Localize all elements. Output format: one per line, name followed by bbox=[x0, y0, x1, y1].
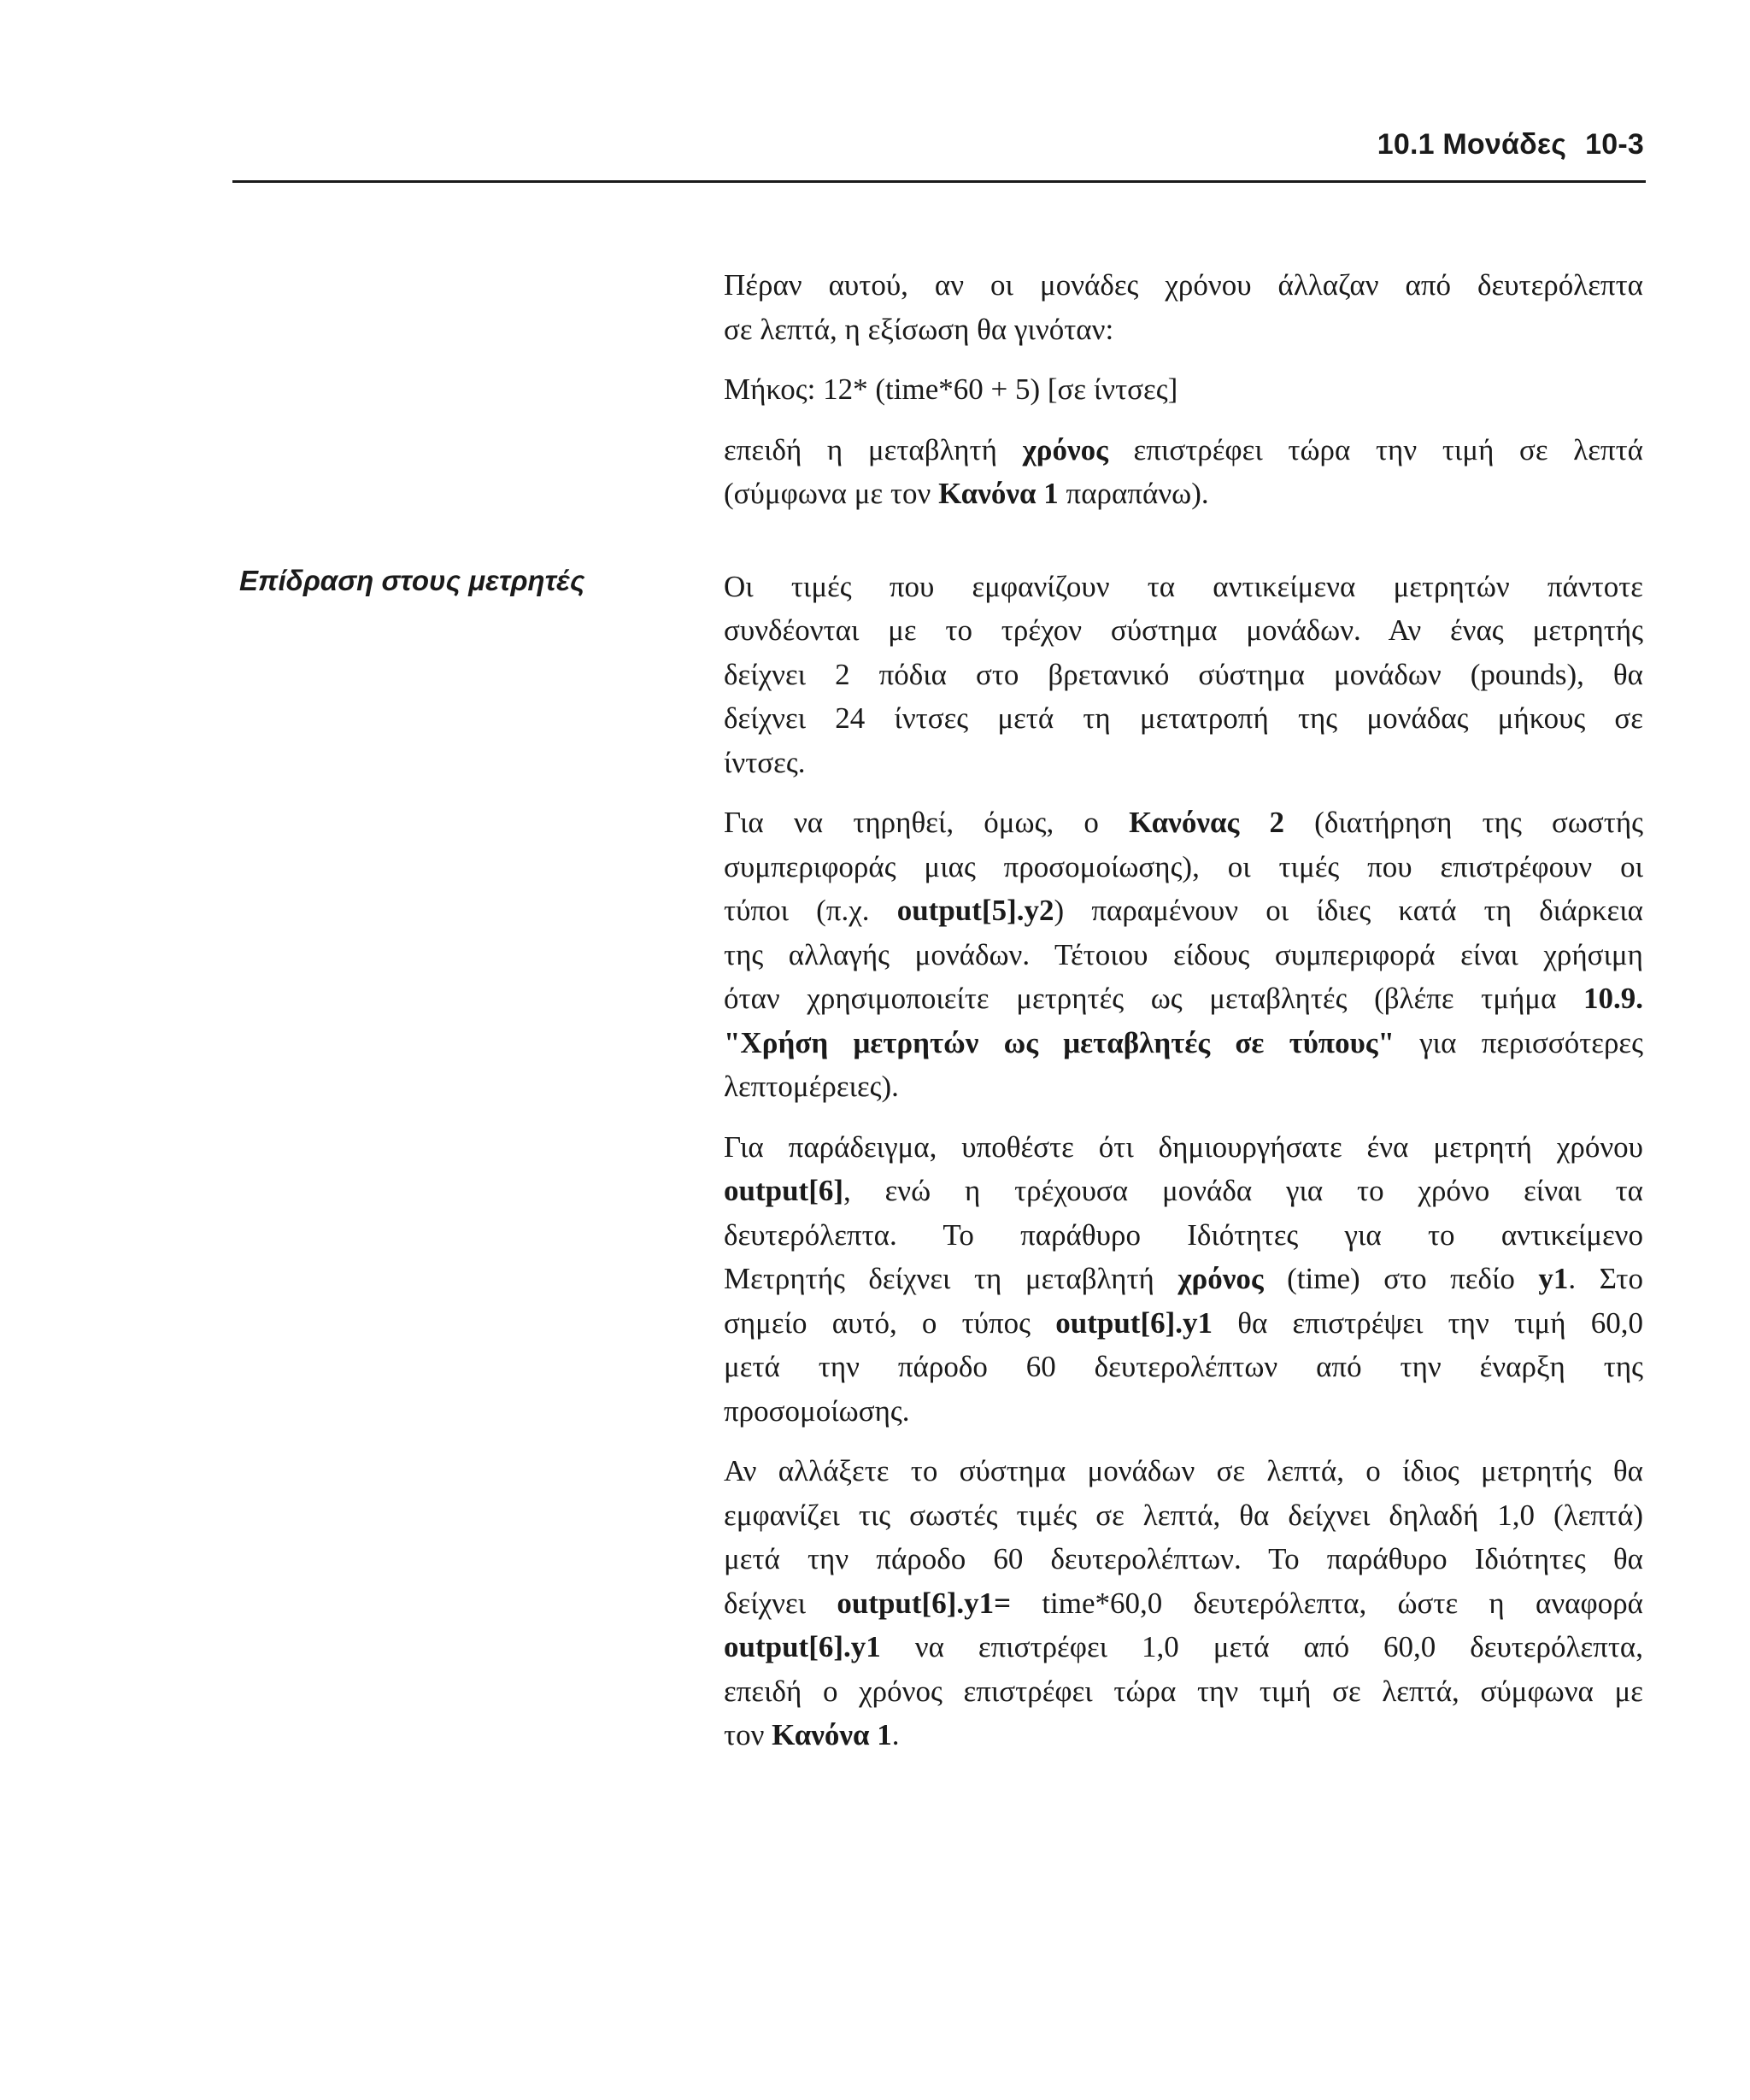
text-line bbox=[724, 1669, 1643, 1714]
body-text-column bbox=[724, 263, 1643, 1774]
text-line bbox=[724, 977, 1643, 1021]
text-run: δείχνει 24 ίντσες μετά τη μετατροπή της μονάδας μήκους σε bbox=[724, 701, 1643, 735]
text-run: Αν αλλάξετε το σύστημα μονάδων σε λεπτά, ο ίδιος μετρητής θα bbox=[724, 1454, 1643, 1487]
paragraph bbox=[724, 428, 1643, 516]
bold-term: χρόνος bbox=[1177, 1262, 1264, 1295]
text-run: ίντσες. bbox=[724, 745, 806, 779]
text-run: δευτερόλεπτα. Το παράθυρο Ιδιότητες για το αντικείμενο bbox=[724, 1217, 1643, 1252]
bold-term: output[6].y1 bbox=[724, 1630, 881, 1663]
paragraph bbox=[724, 1449, 1643, 1757]
text-run: Μήκος: 12* (time*60 + 5) [σε ίντσες] bbox=[724, 372, 1178, 406]
text-run: για περισσότερες bbox=[1394, 1025, 1643, 1059]
bold-term: output[6].y1= bbox=[837, 1586, 1012, 1620]
text-run: δείχνει 2 πόδια στο βρετανικό σύστημα μονάδων (pounds), θα bbox=[724, 657, 1643, 691]
text-line bbox=[724, 741, 1643, 785]
text-line bbox=[724, 367, 1643, 412]
text-line bbox=[724, 801, 1643, 845]
text-run: προσομοίωσης. bbox=[724, 1393, 910, 1428]
paragraph bbox=[724, 367, 1643, 412]
text-run: να επιστρέφει 1,0 μετά από 60,0 δευτερόλεπτα, bbox=[880, 1630, 1643, 1663]
text-line bbox=[724, 1449, 1643, 1493]
side-heading: Επίδραση στους μετρητές bbox=[239, 565, 585, 596]
paragraph bbox=[724, 263, 1643, 351]
bold-term: y1 bbox=[1538, 1262, 1569, 1295]
text-line bbox=[724, 1213, 1643, 1258]
paragraph bbox=[724, 801, 1643, 1109]
bold-term: output[6].y1 bbox=[1055, 1305, 1213, 1340]
section-title: 10.1 Μονάδες bbox=[1377, 128, 1567, 161]
text-line bbox=[724, 1581, 1643, 1626]
text-line bbox=[724, 845, 1643, 889]
text-line bbox=[724, 1713, 1643, 1757]
bold-term: Κανόνα 1 bbox=[772, 1718, 892, 1751]
text-run: επειδή η μεταβλητή bbox=[724, 432, 1023, 466]
text-line bbox=[724, 608, 1643, 653]
text-run: επειδή ο χρόνος επιστρέφει τώρα την τιμή σε λεπτά, σύμφωνα με bbox=[724, 1674, 1643, 1708]
text-run: μετά την πάροδο 60 δευτερολέπτων. Το παράθυρο Ιδιότητες θα bbox=[724, 1542, 1643, 1575]
bold-term: output[6] bbox=[724, 1174, 844, 1207]
header-rule bbox=[232, 180, 1646, 183]
text-line bbox=[724, 428, 1643, 472]
running-header bbox=[1377, 128, 1644, 161]
text-run: Πέραν αυτού, αν οι μονάδες χρόνου άλλαζαν από δευτερόλεπτα bbox=[724, 268, 1643, 302]
text-line bbox=[724, 889, 1643, 933]
bold-term: "Χρήση μετρητών ως μεταβλητές σε τύπους" bbox=[724, 1025, 1395, 1059]
text-run: επιστρέφει τώρα την τιμή σε λεπτά bbox=[1107, 432, 1643, 466]
bold-term: 10.9. bbox=[1583, 982, 1643, 1015]
bold-term: Κανόνα 1 bbox=[938, 477, 1059, 510]
text-run: σε λεπτά, η εξίσωση θα γινόταν: bbox=[724, 312, 1114, 346]
text-line bbox=[724, 565, 1643, 609]
text-line bbox=[724, 1301, 1643, 1346]
paragraph bbox=[724, 565, 1643, 785]
text-run: όταν χρησιμοποιείτε μετρητές ως μεταβλητές (βλέπε τμήμα bbox=[724, 982, 1583, 1015]
text-run: τον bbox=[724, 1718, 772, 1751]
text-run: εμφανίζει τις σωστές τιμές σε λεπτά, θα δείχνει δηλαδή 1,0 (λεπτά) bbox=[724, 1498, 1643, 1532]
text-run: της αλλαγής μονάδων. Τέτοιου είδους συμπεριφορά είναι χρήσιμη bbox=[724, 937, 1643, 971]
text-run: συνδέονται με το τρέχον σύστημα μονάδων. Αν ένας μετρητής bbox=[724, 613, 1643, 647]
text-line bbox=[724, 1257, 1643, 1301]
text-run: τύποι (π.χ. bbox=[724, 894, 897, 927]
text-line bbox=[724, 1625, 1643, 1669]
text-line bbox=[724, 696, 1643, 741]
text-line bbox=[724, 263, 1643, 308]
text-run: (time) στο πεδίο bbox=[1263, 1262, 1539, 1295]
text-run: Για παράδειγμα, υποθέστε ότι δημιουργήσατε ένα μετρητή χρόνου bbox=[724, 1129, 1643, 1164]
text-run: Για να τηρηθεί, όμως, ο bbox=[724, 806, 1130, 839]
text-run: . bbox=[891, 1718, 900, 1751]
bold-term: output[5].y2 bbox=[896, 894, 1054, 927]
text-line bbox=[724, 1065, 1643, 1109]
text-line bbox=[724, 1537, 1643, 1581]
text-run: παραπάνω). bbox=[1058, 477, 1209, 510]
bold-term: χρόνος bbox=[1022, 432, 1108, 466]
text-line bbox=[724, 933, 1643, 977]
text-run: (διατήρηση της σωστής bbox=[1283, 806, 1643, 839]
text-run: , ενώ η τρέχουσα μονάδα για το χρόνο είναι τα bbox=[843, 1174, 1643, 1207]
text-run: (σύμφωνα με τον bbox=[724, 477, 939, 510]
text-run: μετά την πάροδο 60 δευτερολέπτων από την έναρξη της bbox=[724, 1350, 1643, 1383]
text-line bbox=[724, 1021, 1643, 1065]
text-run: Μετρητής δείχνει τη μεταβλητή bbox=[724, 1262, 1178, 1295]
text-line bbox=[724, 653, 1643, 697]
text-line bbox=[724, 1389, 1643, 1434]
bold-term: Κανόνας 2 bbox=[1129, 806, 1284, 839]
text-run: ) παραμένουν οι ίδιες κατά τη διάρκεια bbox=[1054, 894, 1643, 927]
text-run: συμπεριφοράς μιας προσομοίωσης), οι τιμές που επιστρέφουν οι bbox=[724, 849, 1643, 883]
page-number: 10-3 bbox=[1585, 128, 1644, 161]
text-run: λεπτομέρειες). bbox=[724, 1070, 899, 1103]
text-run: θα επιστρέψει την τιμή 60,0 bbox=[1213, 1305, 1643, 1340]
text-line bbox=[724, 1493, 1643, 1538]
text-run: time*60,0 δευτερόλεπτα, ώστε η αναφορά bbox=[1011, 1586, 1643, 1620]
text-line bbox=[724, 1125, 1643, 1170]
text-run: δείχνει bbox=[724, 1586, 837, 1620]
text-line bbox=[724, 1345, 1643, 1389]
text-line bbox=[724, 472, 1643, 516]
text-run: Οι τιμές που εμφανίζουν τα αντικείμενα μετρητών πάντοτε bbox=[724, 569, 1643, 603]
text-line bbox=[724, 308, 1643, 352]
text-run: . Στο bbox=[1568, 1262, 1643, 1295]
text-line bbox=[724, 1169, 1643, 1213]
paragraph bbox=[724, 1125, 1643, 1434]
text-run: σημείο αυτό, ο τύπος bbox=[724, 1305, 1056, 1340]
